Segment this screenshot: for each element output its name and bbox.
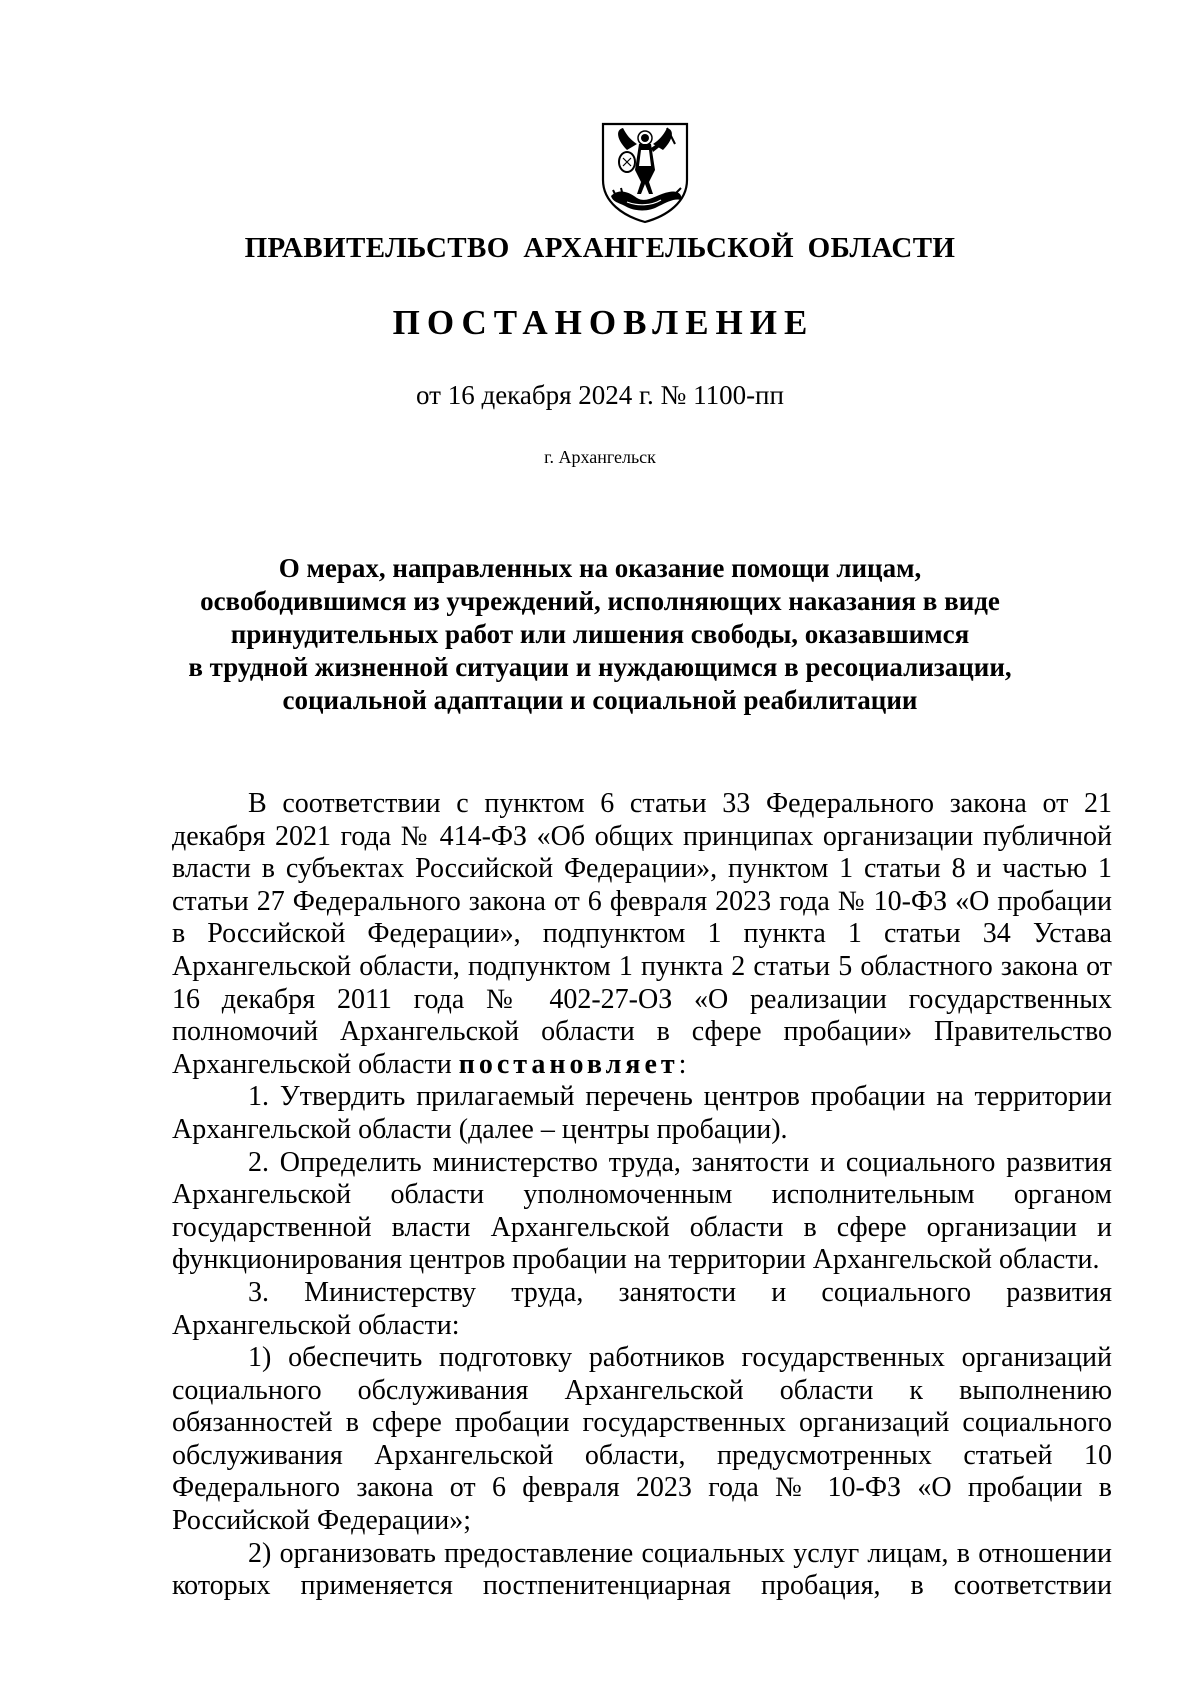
subparagraph-3-2: 2) организовать предоставление социальных услуг лицам, в отношении которых применяется постпенитенциарная пробация, в соответствии [172,1537,1112,1602]
document-type: ПОСТАНОВЛЕНИЕ [392,303,815,342]
heading-line: социальной адаптации и социальной реабилитации [282,685,918,715]
subparagraph-3-1: 1) обеспечить подготовку работников государственных организаций социального обслуживания Архангельской области к выполнению обязанностей в сфере пробации государственных организаций социального обслуживания Архангельской области, предусмотренных статьей 10 Федерального закона от 6 февраля 2023 года № 10-ФЗ «О пробации в Российской Федерации»; [172,1342,1112,1537]
heading-line: в трудной жизненной ситуации и нуждающимся в ресоциализации, [188,652,1012,682]
document-city: г. Архангельск [544,447,656,467]
heading-line: принудительных работ или лишения свободы, оказавшимся [230,619,970,649]
resolves-colon: : [678,1048,687,1080]
arkhangelsk-coat-of-arms-icon [597,120,693,224]
organization-title: ПРАВИТЕЛЬСТВО АРХАНГЕЛЬСКОЙ ОБЛАСТИ [244,232,956,264]
heading-line: освободившимся из учреждений, исполняющих наказания в виде [200,586,1000,616]
preamble-text: В соответствии с пунктом 6 статьи 33 Федерального закона от 21 декабря 2021 года № 414-ФЗ «Об общих принципах организации публичной власти в субъектах Российской Федерации», пунктом 1 статьи 8 и частью 1 статьи 27 Федерального закона от 6 февраля 2023 года № 10-ФЗ «О пробации в Российской Федерации», подпунктом 1 пункта 1 статьи 34 Устава Архангельской области, подпунктом 1 пункта 2 статьи 5 областного закона от 16 декабря 2011 года № 402-27-ОЗ «О реализации государственных полномочий Архангельской области в сфере пробации» Правительство Архангельской области [172,788,1112,1080]
document-date-number: от 16 декабря 2024 г. № 1100-пп [416,380,784,410]
document-heading [150,552,1050,717]
preamble-paragraph [172,788,1112,1081]
resolves-word: постановляет [458,1048,679,1080]
paragraph-2: 2. Определить министерство труда, занятости и социального развития Архангельской области уполномоченным исполнительным органом государственной власти Архангельской области в сфере организации и функционирования центров пробации на территории Архангельской области. [172,1146,1112,1276]
paragraph-3: 3. Министерству труда, занятости и социального развития Архангельской области: [172,1276,1112,1341]
paragraph-1: 1. Утвердить прилагаемый перечень центров пробации на территории Архангельской области (далее – центры пробации). [172,1081,1112,1145]
heading-line: О мерах, направленных на оказание помощи лицам, [278,553,922,583]
document-body [172,788,1112,1603]
